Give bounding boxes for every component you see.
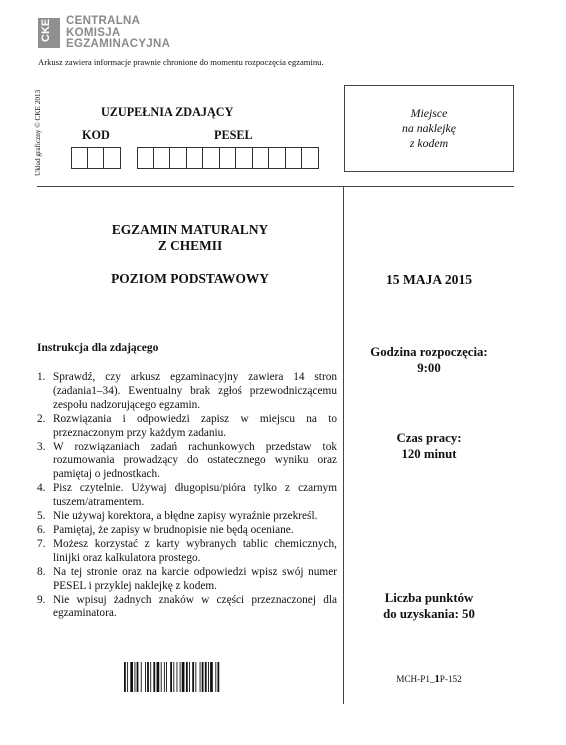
- exam-title: [37, 222, 343, 254]
- kod-label: KOD: [82, 128, 110, 142]
- instruction-text: Na tej stronie oraz na karcie odpowiedzi wpisz swój numer PESEL i przyklej naklejkę z kodem.: [53, 565, 337, 592]
- instructions-list: [37, 371, 337, 621]
- sticker-line-2: na naklejkę: [401, 121, 457, 136]
- logo-mark-text: CKE: [40, 18, 52, 42]
- input-cell[interactable]: [286, 147, 303, 169]
- input-cell[interactable]: [302, 147, 319, 169]
- barcode-bar: [180, 662, 181, 692]
- barcode-bar: [150, 662, 151, 692]
- sticker-line-1: Miejsce: [410, 106, 448, 120]
- instruction-text: Nie wpisuj żadnych znaków w części przeznaczonej dla egzaminatora.: [53, 593, 337, 620]
- input-cell[interactable]: [220, 147, 237, 169]
- candidate-fill-title: UZUPEŁNIA ZDAJĄCY: [101, 105, 234, 119]
- barcode-bar: [166, 662, 167, 692]
- instruction-item: [37, 594, 337, 622]
- barcode-image: [124, 662, 254, 692]
- barcode-bar: [186, 662, 188, 692]
- max-points: [344, 591, 514, 622]
- exam-title-line-2: Z CHEMII: [157, 238, 223, 253]
- barcode-bar: [153, 662, 155, 692]
- barcode-bar: [202, 662, 204, 692]
- instruction-number: 2.: [37, 412, 46, 425]
- barcode-bar: [127, 662, 128, 692]
- instruction-number: 8.: [37, 565, 46, 578]
- instruction-text: Sprawdź, czy arkusz egzaminacyjny zawiera 14 stron (zadania1–34). Ewentualny brak zgłoś przewodniczącemu zespołu nadzorującego egzamin.: [53, 371, 337, 411]
- instruction-text: Rozwiązania i odpowiedzi zapisz w miejscu na to przeznaczonym przy każdym zadaniu.: [53, 412, 337, 439]
- barcode-bar: [189, 662, 190, 692]
- barcode-bar: [177, 662, 178, 692]
- barcode-bar: [145, 662, 146, 692]
- barcode-bar: [130, 662, 133, 692]
- instruction-number: 9.: [37, 593, 46, 606]
- kod-input-boxes[interactable]: [71, 147, 121, 169]
- sticker-placeholder: [344, 85, 514, 172]
- barcode-bar: [161, 662, 162, 692]
- instruction-number: 3.: [37, 440, 46, 453]
- input-cell[interactable]: [236, 147, 253, 169]
- duration: [344, 431, 514, 462]
- input-cell[interactable]: [104, 147, 121, 169]
- instruction-text: Możesz korzystać z karty wybranych tablic chemicznych, linijki oraz kalkulatora prostego.: [53, 537, 337, 564]
- input-cell[interactable]: [137, 147, 154, 169]
- instruction-number: 4.: [37, 482, 46, 495]
- barcode-bar: [217, 662, 219, 692]
- instruction-item: [37, 371, 337, 413]
- instruction-item: [37, 482, 337, 510]
- exam-date: 15 MAJA 2015: [385, 272, 473, 287]
- instruction-item: [37, 538, 337, 566]
- logo-line-3: EGZAMINACYJNA: [66, 38, 171, 50]
- barcode-bar: [137, 662, 139, 692]
- pesel-input-boxes[interactable]: [137, 147, 319, 169]
- instruction-text: Nie używaj korektora, a błędne zapisy wyraźnie przekreśl.: [53, 510, 318, 523]
- instruction-text: W rozwiązaniach zadań rachunkowych przedstaw tok rozumowania prowadzący do ostatecznego wyniku oraz pamiętaj o jednostkach.: [53, 440, 337, 481]
- instruction-item: [37, 524, 337, 538]
- max-points-line-1: Liczba punktów: [384, 591, 474, 605]
- barcode-bar: [215, 662, 216, 692]
- sheet-code: [344, 674, 514, 685]
- input-cell[interactable]: [203, 147, 220, 169]
- exam-title-line-1: EGZAMIN MATURALNY: [111, 222, 269, 237]
- start-time: [344, 345, 514, 376]
- barcode-bar: [208, 662, 209, 692]
- input-cell[interactable]: [71, 147, 88, 169]
- instruction-item: [37, 413, 337, 441]
- barcode-bar: [173, 662, 174, 692]
- barcode-bar: [200, 662, 201, 692]
- instruction-item: [37, 510, 337, 524]
- sticker-line-3: z kodem: [409, 136, 449, 151]
- duration-label: Czas pracy:: [396, 431, 462, 445]
- graphic-layout-label: Układ graficzny © CKE 2013: [34, 89, 42, 176]
- start-time-label: Godzina rozpoczęcia:: [370, 345, 488, 359]
- exam-level: POZIOM PODSTAWOWY: [111, 271, 269, 286]
- instruction-item: [37, 566, 337, 594]
- instruction-number: 6.: [37, 523, 46, 536]
- barcode-bar: [124, 662, 126, 692]
- instruction-number: 7.: [37, 537, 46, 550]
- input-cell[interactable]: [253, 147, 270, 169]
- cke-logo-mark: [38, 18, 60, 48]
- logo-line-2: KOMISJA: [66, 26, 121, 39]
- input-cell[interactable]: [88, 147, 105, 169]
- barcode-bar: [147, 662, 149, 692]
- horizontal-divider: [37, 186, 514, 187]
- sheet-code-bold: 1: [434, 674, 440, 685]
- instruction-number: 1.: [37, 371, 46, 383]
- barcode-bar: [164, 662, 165, 692]
- barcode-bar: [210, 662, 213, 692]
- pesel-label: PESEL: [214, 128, 253, 142]
- confidentiality-notice: Arkusz zawiera informacje prawnie chronione do momentu rozpoczęcia egzaminu.: [38, 57, 324, 67]
- input-cell[interactable]: [170, 147, 187, 169]
- barcode-bar: [192, 662, 194, 692]
- barcode-bar: [205, 662, 207, 692]
- duration-value: 120 minut: [401, 446, 457, 461]
- instructions-heading: Instrukcja dla zdającego: [37, 342, 159, 354]
- instruction-item: [37, 441, 337, 483]
- barcode-bar: [135, 662, 136, 692]
- barcode-bar: [195, 662, 196, 692]
- barcode-bar: [170, 662, 172, 692]
- instruction-text: Pisz czytelnie. Używaj długopisu/pióra tylko z czarnym tuszem/atramentem.: [53, 482, 337, 509]
- input-cell[interactable]: [154, 147, 171, 169]
- logo-line-1: CENTRALNA: [66, 15, 141, 27]
- barcode-bar: [141, 662, 142, 692]
- barcode-bar: [157, 662, 160, 692]
- cke-logo-text: [66, 16, 170, 51]
- instruction-number: 5.: [37, 510, 46, 523]
- instruction-text: Pamiętaj, że zapisy w brudnopisie nie będą oceniane.: [53, 523, 294, 536]
- start-time-value: 9:00: [417, 360, 441, 375]
- sheet-code-prefix: MCH-P1_: [396, 674, 435, 684]
- input-cell[interactable]: [269, 147, 286, 169]
- max-points-line-2: do uzyskania: 50: [383, 606, 475, 621]
- input-cell[interactable]: [187, 147, 204, 169]
- sheet-code-suffix: P-152: [439, 674, 462, 684]
- barcode-bar: [182, 662, 185, 692]
